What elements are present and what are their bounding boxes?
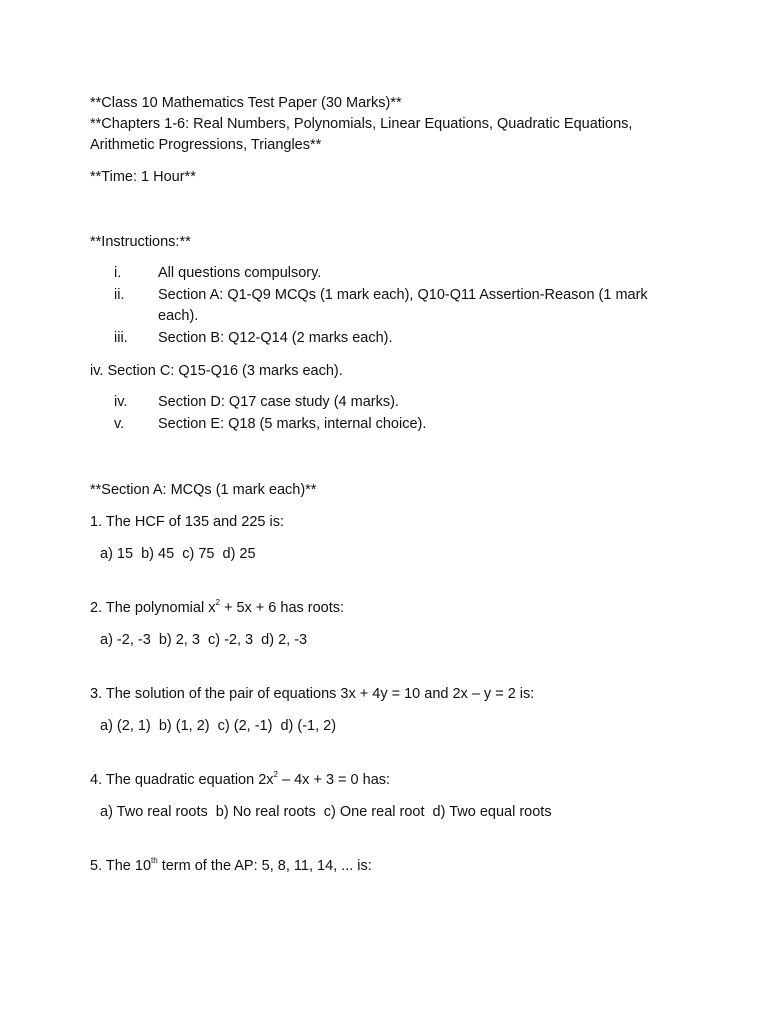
question-5-text [90,856,680,877]
instruction-item [90,414,680,435]
instruction-text: All questions compulsory. [158,265,322,281]
time-line: **Time: 1 Hour** [90,169,196,185]
instruction-text: Section B: Q12-Q14 (2 marks each). [158,330,393,346]
question-4-text [90,770,680,791]
instruction-number: i. [114,265,122,281]
question-4-options: a) Two real roots b) No real roots c) One real root d) Two equal roots [100,804,552,820]
instruction-text: Section E: Q18 (5 marks, internal choice). [158,416,427,432]
instruction-item [90,328,680,349]
section-a-heading: **Section A: MCQs (1 mark each)** [90,482,317,498]
instruction-loose-line: iv. Section C: Q15-Q16 (3 marks each). [90,363,343,379]
question-3-options: a) (2, 1) b) (1, 2) c) (2, -1) d) (-1, 2) [100,718,337,734]
instruction-number: ii. [114,287,125,303]
question-5-ordinal-suffix: th [151,856,158,866]
question-2-exponent: 2 [215,598,220,608]
question-1-options: a) 15 b) 45 c) 75 d) 25 [100,546,256,562]
document-page [90,93,680,877]
question-3-text: 3. The solution of the pair of equations 3x + 4y = 10 and 2x – y = 2 is: [90,686,535,702]
instruction-text: Section D: Q17 case study (4 marks). [158,394,399,410]
instruction-number: iv. [114,394,128,410]
instructions-heading: **Instructions:** [90,234,191,250]
question-2-text-pre: 2. The polynomial x [90,600,216,616]
question-4-exponent: 2 [273,770,278,780]
instruction-number: iii. [114,330,128,346]
instruction-text: Section A: Q1-Q9 MCQs (1 mark each), Q10-Q11 Assertion-Reason (1 mark each). [158,287,648,324]
question-5-text-post: term of the AP: 5, 8, 11, 14, ... is: [157,858,372,874]
instruction-item [90,285,680,327]
question-1-text: 1. The HCF of 135 and 225 is: [90,514,284,530]
paper-title: **Class 10 Mathematics Test Paper (30 Marks)** [90,95,402,111]
question-4-text-pre: 4. The quadratic equation 2x [90,772,274,788]
question-2-text-post: + 5x + 6 has roots: [219,600,345,616]
instructions-list-b [90,392,680,435]
instruction-item [90,392,680,413]
instruction-number: v. [114,416,125,432]
question-5-text-pre: 5. The 10 [90,858,152,874]
instruction-item [90,263,680,284]
question-2-text [90,598,680,619]
chapters-line: **Chapters 1-6: Real Numbers, Polynomials, Linear Equations, Quadratic Equations, Arithmetic Progressions, Triangles** [90,116,633,153]
question-4-text-post: – 4x + 3 = 0 has: [277,772,391,788]
instructions-list-a [90,263,680,349]
question-2-options: a) -2, -3 b) 2, 3 c) -2, 3 d) 2, -3 [100,632,308,648]
